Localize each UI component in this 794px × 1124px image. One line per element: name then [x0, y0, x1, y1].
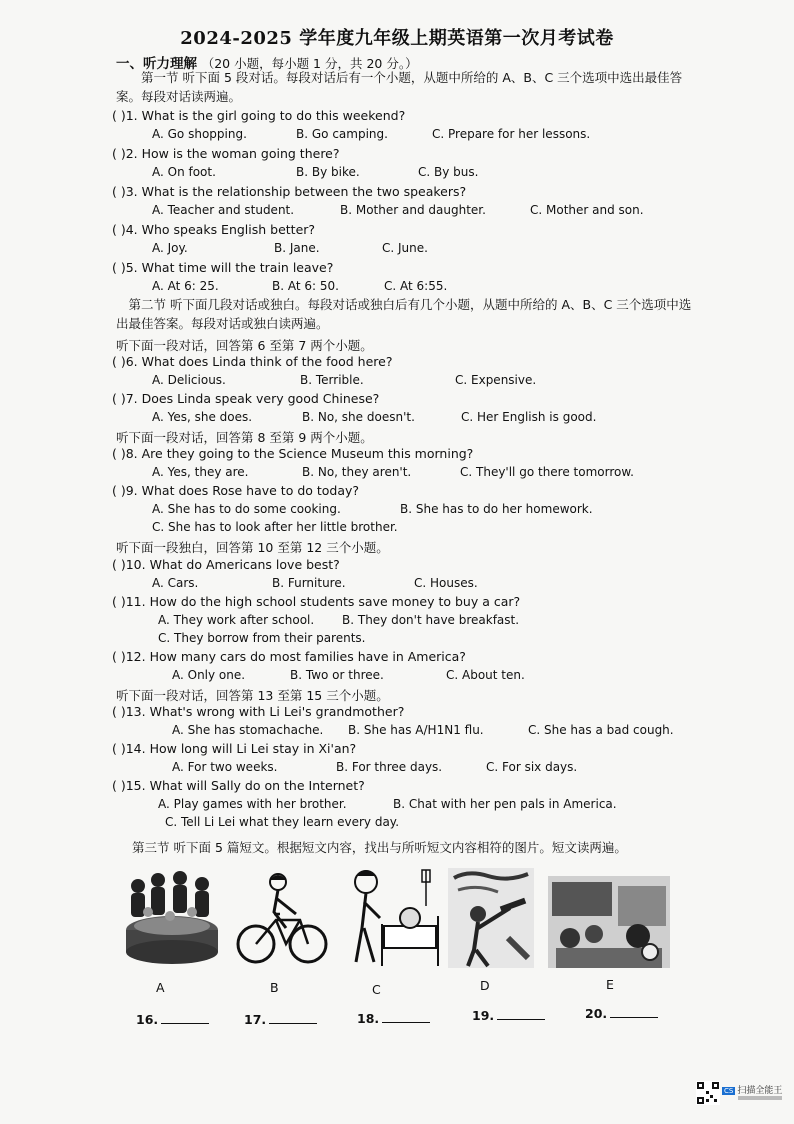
question-13: ( )13. What's wrong with Li Lei's grandmother?: [112, 704, 405, 719]
question-9: ( )9. What does Rose have to do today?: [112, 483, 360, 498]
answer-blank-20-label: 20.: [585, 1006, 608, 1021]
q11-option-b: B. They don't have breakfast.: [342, 613, 520, 627]
q13-option-b: B. She has A/H1N1 flu.: [348, 723, 484, 737]
question-12: ( )12. How many cars do most families have in America?: [112, 649, 466, 664]
q5-option-c: C. At 6:55.: [384, 279, 448, 293]
part3-instruction: 第三节 听下面 5 篇短文。根据短文内容，找出与所听短文内容相符的图片。短文读两遍。: [132, 840, 627, 855]
answer-blank-16[interactable]: [136, 1012, 209, 1027]
scanner-watermark: [722, 1083, 782, 1096]
answer-blank-17-label: 17.: [244, 1012, 267, 1027]
q8-option-b: B. No, they aren't.: [302, 465, 412, 479]
q13-option-a: A. She has stomachache.: [172, 723, 324, 737]
q13-option-c: C. She has a bad cough.: [528, 723, 674, 737]
q9-option-b: B. She has to do her homework.: [400, 502, 593, 516]
part2-sub-instruction-3: 听下面一段独白，回答第 10 至第 12 三个小题。: [116, 540, 389, 555]
q4-option-c: C. June.: [382, 241, 428, 255]
cs-logo-icon: CS: [724, 1087, 734, 1095]
q15-option-b: B. Chat with her pen pals in America.: [393, 797, 617, 811]
q10-option-b: B. Furniture.: [272, 576, 346, 590]
question-1: ( )1. What is the girl going to do this weekend?: [112, 108, 406, 123]
part1-instruction: 第一节 听下面 5 段对话。每段对话后有一个小题，从题中所给的 A、B、C 三个选项中选出最佳答案。每段对话读两遍。: [116, 70, 683, 104]
answer-blank-19-label: 19.: [472, 1008, 495, 1023]
answer-blank-19[interactable]: [472, 1008, 545, 1023]
question-8: ( )8. Are they going to the Science Museum this morning?: [112, 446, 474, 461]
question-5: ( )5. What time will the train leave?: [112, 260, 334, 275]
q9-option-c: C. She has to look after her little brother.: [152, 520, 398, 534]
qr-code-icon: [696, 1081, 720, 1105]
q6-option-c: C. Expensive.: [455, 373, 537, 387]
q1-option-c: C. Prepare for her lessons.: [432, 127, 591, 141]
q14-option-b: B. For three days.: [336, 760, 443, 774]
q4-option-b: B. Jane.: [274, 241, 320, 255]
q15-option-c: C. Tell Li Lei what they learn every day.: [165, 815, 400, 829]
answer-blank-16-label: 16.: [136, 1012, 159, 1027]
q10-option-a: A. Cars.: [152, 576, 199, 590]
question-14: ( )14. How long will Li Lei stay in Xi'an?: [112, 741, 357, 756]
exam-title: 2024-2025 学年度九年级上期英语第一次月考试卷: [180, 28, 614, 49]
q6-option-b: B. Terrible.: [300, 373, 364, 387]
question-3: ( )3. What is the relationship between the two speakers?: [112, 184, 467, 199]
scanner-name: 扫描全能王: [737, 1086, 783, 1096]
question-10: ( )10. What do Americans love best?: [112, 557, 340, 572]
question-6: ( )6. What does Linda think of the food here?: [112, 354, 393, 369]
q5-option-b: B. At 6: 50.: [272, 279, 339, 293]
q12-option-a: A. Only one.: [172, 668, 246, 682]
picture-c-patient-in-bed: [340, 866, 440, 970]
q15-option-a: A. Play games with her brother.: [158, 797, 347, 811]
picture-label-c: C: [372, 982, 381, 997]
q2-option-b: B. By bike.: [296, 165, 360, 179]
q5-option-a: A. At 6: 25.: [152, 279, 219, 293]
picture-label-e: E: [606, 977, 614, 992]
q1-option-a: A. Go shopping.: [152, 127, 247, 141]
picture-label-b: B: [270, 980, 279, 995]
q8-option-c: C. They'll go there tomorrow.: [460, 465, 634, 479]
q3-option-a: A. Teacher and student.: [152, 203, 295, 217]
part2-instruction: 第二节 听下面几段对话或独白。每段对话或独白后有几个小题，从题中所给的 A、B、C 三个选项中选出最佳答案。每段对话或独白读两遍。: [116, 297, 692, 331]
answer-blank-18[interactable]: [357, 1011, 430, 1026]
q7-option-a: A. Yes, she does.: [152, 410, 253, 424]
picture-label-d: D: [480, 978, 490, 993]
picture-a-people-at-table: [120, 868, 224, 968]
q11-option-c: C. They borrow from their parents.: [158, 631, 366, 645]
question-4: ( )4. Who speaks English better?: [112, 222, 316, 237]
question-7: ( )7. Does Linda speak very good Chinese?: [112, 391, 380, 406]
section-title: 一、听力理解: [116, 56, 197, 72]
part2-sub-instruction-4: 听下面一段对话，回答第 13 至第 15 三个小题。: [116, 688, 389, 703]
q3-option-b: B. Mother and daughter.: [340, 203, 486, 217]
q12-option-c: C. About ten.: [446, 668, 525, 682]
q14-option-a: A. For two weeks.: [172, 760, 278, 774]
question-15: ( )15. What will Sally do on the Internet?: [112, 778, 365, 793]
scanner-subtitle-mark: [738, 1096, 782, 1100]
question-2: ( )2. How is the woman going there?: [112, 146, 340, 161]
answer-blank-17[interactable]: [244, 1012, 317, 1027]
q2-option-c: C. By bus.: [418, 165, 479, 179]
q14-option-c: C. For six days.: [486, 760, 578, 774]
part2-sub-instruction-1: 听下面一段对话，回答第 6 至第 7 两个小题。: [116, 338, 373, 353]
q10-option-c: C. Houses.: [414, 576, 478, 590]
picture-label-a: A: [156, 980, 165, 995]
q3-option-c: C. Mother and son.: [530, 203, 644, 217]
q2-option-a: A. On foot.: [152, 165, 216, 179]
section-note: （20 小题，每小题 1 分，共 20 分。）: [201, 56, 418, 71]
picture-d-musician: [448, 868, 534, 968]
picture-b-riding-bike: [234, 870, 330, 968]
q1-option-b: B. Go camping.: [296, 127, 388, 141]
q7-option-c: C. Her English is good.: [461, 410, 597, 424]
q11-option-a: A. They work after school.: [158, 613, 315, 627]
answer-blank-20[interactable]: [585, 1006, 658, 1021]
q9-option-a: A. She has to do some cooking.: [152, 502, 341, 516]
q4-option-a: A. Joy.: [152, 241, 188, 255]
picture-e-classroom: [548, 876, 670, 968]
q7-option-b: B. No, she doesn't.: [302, 410, 415, 424]
part2-sub-instruction-2: 听下面一段对话，回答第 8 至第 9 两个小题。: [116, 430, 373, 445]
q6-option-a: A. Delicious.: [152, 373, 226, 387]
answer-blank-18-label: 18.: [357, 1011, 380, 1026]
q12-option-b: B. Two or three.: [290, 668, 384, 682]
question-11: ( )11. How do the high school students save money to buy a car?: [112, 594, 521, 609]
q8-option-a: A. Yes, they are.: [152, 465, 249, 479]
